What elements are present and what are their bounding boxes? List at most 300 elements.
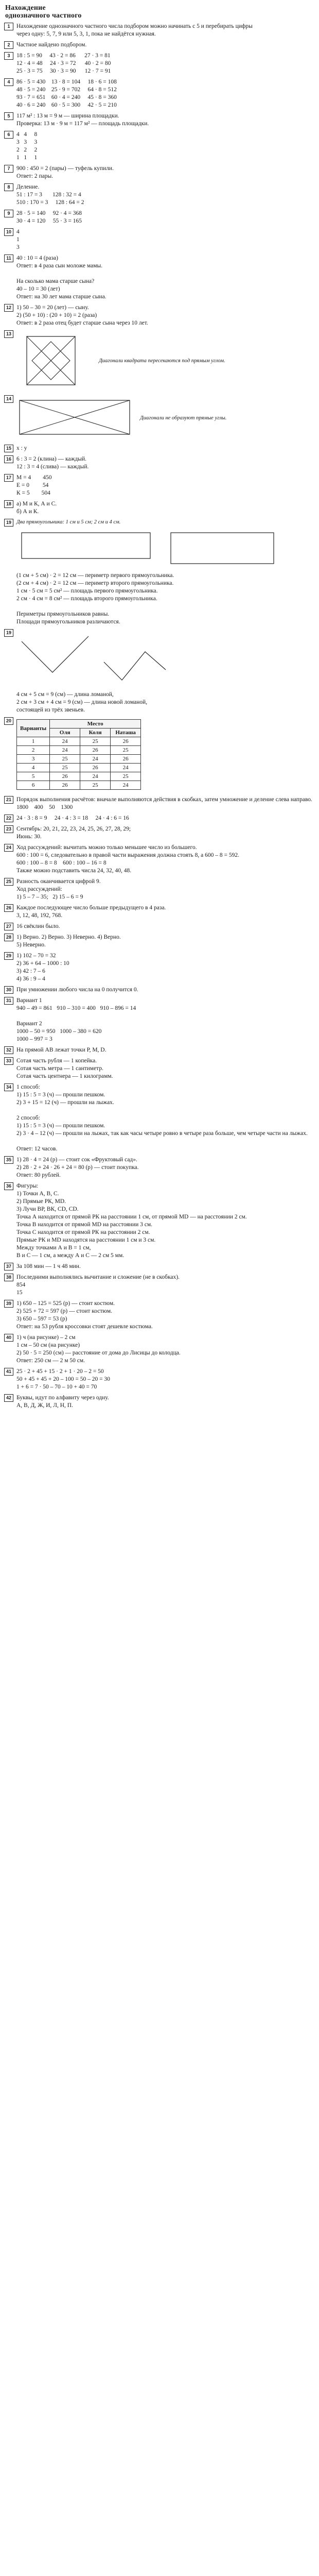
- table-row: [17, 746, 141, 755]
- text-line: Вариант 1: [16, 997, 42, 1004]
- problem-item: [4, 629, 315, 714]
- text-line: Ответ: на 53 рубля кроссовки стоят дешевле костюма.: [16, 1324, 153, 1330]
- text-line: 1) 650 – 125 = 525 (р) — стоит костюм.: [16, 1300, 115, 1307]
- problem-number-badge: 41: [4, 1368, 13, 1376]
- problem-figure: [16, 332, 315, 389]
- problem-number-badge: 15: [4, 445, 13, 452]
- problem-item: [4, 131, 315, 162]
- text-line: 50 + 45 + 45 + 20 – 100 = 50 – 20 = 30: [16, 1376, 110, 1382]
- problem-item: [4, 904, 315, 920]
- problem-number-badge: 6: [4, 131, 13, 139]
- text-line: а) М и К, А и С.: [16, 501, 57, 507]
- problem-body: [16, 844, 315, 875]
- problem-number-badge: 16: [4, 455, 13, 463]
- title-line: однозначного частного: [5, 12, 82, 20]
- problem-body: [16, 904, 315, 920]
- text-line: 3 3 3: [16, 139, 38, 145]
- table-header-cell: Коля: [80, 728, 111, 737]
- problem-figure: [16, 528, 315, 569]
- problem-body: [16, 1083, 315, 1153]
- page-title: [0, 0, 319, 20]
- text-line: 24 · 3 : 8 = 9 24 · 4 : 3 = 18 24 · 4 : 6 = 16: [16, 815, 129, 821]
- problem-item: [4, 474, 315, 497]
- problem-number-badge: 33: [4, 1057, 13, 1065]
- text-line: 15: [16, 1290, 23, 1296]
- text-line: М = 4 450: [16, 474, 52, 481]
- problem-item: [4, 1368, 315, 1391]
- text-line: 1 см – 50 см (на рисунке): [16, 1342, 80, 1348]
- text-line: При умножении любого числа на 0 получится 0.: [16, 987, 138, 993]
- problem-item: [4, 934, 315, 949]
- text-line: 1 способ:: [16, 1084, 40, 1090]
- text-line: Частное найдено подбором.: [16, 42, 87, 48]
- problem-number-badge: 17: [4, 474, 13, 482]
- problem-item: [4, 500, 315, 516]
- problem-body: [16, 986, 315, 994]
- text-line: 30 · 4 = 120 55 · 3 = 165: [16, 218, 82, 224]
- problem-figure: [16, 631, 315, 688]
- text-line: 940 – 49 = 861 910 – 310 = 400 910 – 896 = 14: [16, 1005, 136, 1011]
- text-line: В и С — 1 см, а между А и С — 2 см 5 мм.: [16, 1252, 125, 1259]
- text-line: Ответ: на 30 лет мама старше сына.: [16, 294, 107, 300]
- problem-body: [16, 878, 315, 901]
- text-line: 2 см · 4 см = 8 см² — площадь второго прямоугольника.: [16, 596, 157, 602]
- text-line: 4: [16, 229, 20, 235]
- text-line: Сотая часть метра — 1 сантиметр.: [16, 1065, 103, 1072]
- problem-item: [4, 210, 315, 225]
- text-line: 93 · 7 = 651 60 · 4 = 240 45 · 8 = 360: [16, 94, 117, 100]
- problem-item: [4, 1263, 315, 1270]
- text-line: Периметры прямоугольников равны.: [16, 611, 110, 617]
- problem-number-badge: 23: [4, 825, 13, 833]
- two-rectangles-figure: [16, 528, 305, 569]
- text-line: 1 см · 5 см = 5 см² — площадь первого прямоугольника.: [16, 588, 158, 594]
- polyline-3-links: [104, 652, 166, 680]
- table-cell: 25: [50, 755, 80, 764]
- text-line: через одну: 5, 7, 9 или 5, 3, 1, пока не найдётся нужная.: [16, 31, 156, 37]
- problem-number-badge: 24: [4, 844, 13, 852]
- text-line: Ответ: 250 см — 2 м 50 см.: [16, 1358, 85, 1364]
- text-line: 86 · 5 = 430 13 · 8 = 104 18 · 6 = 108: [16, 79, 117, 85]
- text-line: Буквы, идут по алфавиту через одну.: [16, 1395, 109, 1401]
- problem-number-badge: 9: [4, 210, 13, 217]
- problem-body: [16, 1046, 315, 1054]
- problem-number-badge: 3: [4, 52, 13, 60]
- text-line: состоящей из трёх звеньев.: [16, 707, 85, 713]
- problem-item: [4, 1300, 315, 1331]
- text-line: Разность оканчивается цифрой 9.: [16, 878, 101, 885]
- problem-body: [16, 395, 315, 442]
- text-line: 40 : 10 = 4 (раза): [16, 255, 58, 261]
- problem-number-badge: 39: [4, 1300, 13, 1308]
- table-row: [17, 772, 141, 781]
- problem-figure: [16, 397, 315, 438]
- text-line: 600 : 100 – 8 = 8 600 : 100 – 16 = 8: [16, 860, 107, 866]
- text-line: 1) 50 – 30 = 20 (лет) — сыну.: [16, 304, 89, 311]
- problem-item: [4, 165, 315, 180]
- problem-body: [16, 1368, 315, 1391]
- text-line: [16, 603, 315, 611]
- problem-body: [16, 228, 315, 251]
- text-line: 1) Точки А, В, С.: [16, 1191, 59, 1197]
- text-line: 1) 28 · 4 = 24 (р) — стоит сок «Фруктовый сад».: [16, 1157, 137, 1163]
- text-line: 3, 12, 48, 192, 768.: [16, 912, 63, 919]
- problem-item: [4, 717, 315, 793]
- text-line: 2) (50 + 10) : (20 + 10) = 2 (раза): [16, 312, 97, 318]
- text-line: 3: [16, 244, 20, 250]
- text-line: 25 · 3 = 75 30 · 3 = 90 12 · 7 = 91: [16, 68, 111, 74]
- text-line: 854: [16, 1282, 26, 1288]
- problem-number-badge: 7: [4, 165, 13, 173]
- problem-body: [16, 500, 315, 516]
- text-line: 1) 102 – 70 = 32: [16, 953, 56, 959]
- problem-number-badge: 38: [4, 1274, 13, 1281]
- text-line: 2) 3 · 4 – 12 (ч) — прошли на лыжах, так как часы четыре ровно в четыре раза больше, чем четыре части на лыжах.: [16, 1130, 308, 1137]
- problem-number-badge: 31: [4, 997, 13, 1005]
- problem-number-badge: 30: [4, 986, 13, 994]
- table-cell: 24: [80, 755, 111, 764]
- problem-body: [16, 165, 315, 180]
- problem-item: [4, 78, 315, 109]
- figure-caption: [140, 415, 226, 421]
- problem-body: [16, 330, 315, 392]
- text-line: 3) Лучи ВР, ВК, СD, СD.: [16, 1206, 79, 1212]
- rectangle-1x5: [22, 533, 150, 558]
- text-line: 1800 400 50 1300: [16, 804, 73, 810]
- rectangle-2x4: [171, 533, 274, 564]
- text-line: [16, 1012, 315, 1020]
- figure-caption: [16, 519, 315, 526]
- text-line: Проверка: 13 м · 9 м = 117 м² — площадь площадки.: [16, 121, 149, 127]
- text-line: На сколько мама старше сына?: [16, 278, 95, 284]
- problem-number-badge: 19: [4, 519, 13, 527]
- table-cell: 26: [80, 764, 111, 772]
- square-diagonals-figure: [16, 332, 94, 389]
- text-line: Деление.: [16, 184, 40, 190]
- text-line: Точка С находится от прямой РК на расстоянии 2 см.: [16, 1229, 150, 1235]
- problem-body: [16, 131, 315, 162]
- text-line: 6 : 3 = 2 (клина) — каждый.: [16, 456, 87, 462]
- text-line: 2) 28 · 2 + 24 · 26 + 24 = 80 (р) — стоит покупка.: [16, 1164, 139, 1171]
- text-line: 900 : 450 = 2 (пары) — туфель купили.: [16, 165, 114, 172]
- problem-item: [4, 23, 315, 38]
- text-line: 2) 3 + 15 = 12 (ч) — прошли на лыжах.: [16, 1099, 114, 1106]
- table-row: [17, 764, 141, 772]
- problem-item: [4, 255, 315, 301]
- text-line: На прямой АВ лежат точки Р, М, D.: [16, 1047, 107, 1053]
- table-cell: 26: [50, 781, 80, 790]
- problem-number-badge: 11: [4, 255, 13, 262]
- problem-item: [4, 330, 315, 392]
- problem-body: [16, 474, 315, 497]
- text-line: 12 · 4 = 48 24 · 3 = 72 40 · 2 = 80: [16, 60, 111, 66]
- text-line: 1000 – 997 = 3: [16, 1036, 52, 1042]
- figure-caption: [99, 358, 225, 364]
- text-line: (2 см + 4 см) · 2 = 12 см — периметр второго прямоугольника.: [16, 580, 174, 586]
- problem-number-badge: 8: [4, 183, 13, 191]
- problem-number-badge: 10: [4, 228, 13, 236]
- text-line: 2) 50 · 5 = 250 (см) — расстояние от дома до Лисицы до колодца.: [16, 1350, 181, 1356]
- problem-body: [16, 78, 315, 109]
- text-line: 1) 15 : 5 = 3 (ч) — прошли пешком.: [16, 1092, 105, 1098]
- table-cell: 5: [17, 772, 50, 781]
- problem-number-badge: 28: [4, 934, 13, 941]
- problem-body: [16, 519, 315, 626]
- text-line: 1) Верно. 2) Верно. 3) Неверно. 4) Верно.: [16, 934, 121, 940]
- problem-body: [16, 923, 315, 930]
- text-line: Ответ: 80 рублей.: [16, 1172, 61, 1178]
- text-line: К = 5 504: [16, 490, 50, 496]
- text-line: 40 · 6 = 240 60 · 5 = 300 42 · 5 = 210: [16, 102, 117, 108]
- problem-item: [4, 825, 315, 841]
- table-cell: 2: [17, 746, 50, 755]
- polyline-figure: [16, 631, 171, 688]
- problem-item: [4, 1156, 315, 1179]
- text-line: Диагонали квадрата пересекаются под прямым углом.: [99, 358, 225, 364]
- problem-item: [4, 52, 315, 75]
- text-line: 51 : 17 = 3 128 : 32 = 4: [16, 192, 81, 198]
- text-line: Е = 0 54: [16, 482, 49, 488]
- problem-body: [16, 717, 315, 793]
- problem-number-badge: 22: [4, 815, 13, 822]
- problem-number-badge: 42: [4, 1394, 13, 1402]
- problem-body: [16, 815, 315, 822]
- text-line: 1) 5 – 7 – 35; 2) 15 – 6 = 9: [16, 894, 83, 900]
- problem-item: [4, 1083, 315, 1153]
- problem-number-badge: 1: [4, 23, 13, 30]
- text-line: 1000 – 50 = 950 1000 – 380 = 620: [16, 1028, 102, 1035]
- text-line: Ответ: 12 часов.: [16, 1146, 58, 1152]
- text-line: 2) Прямые РК, МD.: [16, 1198, 66, 1205]
- table-cell: 24: [50, 737, 80, 746]
- text-line: [16, 1107, 315, 1114]
- problem-body: [16, 1057, 315, 1080]
- table-cell: 24: [50, 746, 80, 755]
- problem-number-badge: 5: [4, 112, 13, 120]
- text-line: 48 · 5 = 240 25 · 9 = 702 64 · 8 = 512: [16, 87, 117, 93]
- problem-item: [4, 519, 315, 626]
- problem-body: [16, 1300, 315, 1331]
- problem-item: [4, 952, 315, 983]
- problem-body: [16, 112, 315, 128]
- problem-number-badge: 4: [4, 78, 13, 86]
- problem-body: [16, 934, 315, 949]
- table-cell: 25: [111, 746, 141, 755]
- problem-number-badge: 20: [4, 717, 13, 725]
- problem-number-badge: 40: [4, 1334, 13, 1342]
- problem-item: [4, 455, 315, 471]
- problem-item: [4, 183, 315, 207]
- text-line: 12 : 3 = 4 (слива) — каждый.: [16, 464, 89, 470]
- problem-body: [16, 1274, 315, 1297]
- text-line: 4) 36 : 9 – 4: [16, 976, 45, 982]
- text-line: Сентябрь: 20, 21, 22, 23, 24, 25, 26, 27, 28, 29;: [16, 826, 131, 832]
- text-line: 1 + 6 = 7 · 50 – 70 – 10 + 40 = 70: [16, 1384, 97, 1390]
- text-line: 3) 650 – 597 = 53 (р): [16, 1316, 67, 1322]
- table-row: [17, 737, 141, 746]
- table-cell: 24: [111, 764, 141, 772]
- problem-item: [4, 986, 315, 994]
- text-line: 2) 525 + 72 = 597 (р) — стоит костюм.: [16, 1308, 113, 1314]
- text-line: Сотая часть рубля — 1 копейка.: [16, 1058, 97, 1064]
- text-line: 2 см + 3 см + 4 см = 9 (см) — длина новой ломаной,: [16, 699, 148, 705]
- text-line: 117 м² : 13 м = 9 м — ширина площадки.: [16, 113, 119, 119]
- problem-number-badge: 37: [4, 1263, 13, 1270]
- problem-item: [4, 112, 315, 128]
- problem-number-badge: 25: [4, 878, 13, 886]
- problem-number-badge: 35: [4, 1156, 13, 1164]
- problem-number-badge: 29: [4, 952, 13, 960]
- problem-item: [4, 304, 315, 327]
- text-line: 600 : 100 = 6, следовательно в правой части выражения должна стоять 8, а 600 – 8 = 592.: [16, 852, 239, 858]
- problem-body: [16, 1394, 315, 1410]
- problem-list: [0, 20, 319, 1410]
- text-line: 28 · 5 = 140 92 · 4 = 368: [16, 210, 82, 216]
- table-cell: 6: [17, 781, 50, 790]
- problem-item: [4, 815, 315, 822]
- problem-item: [4, 1182, 315, 1260]
- text-line: 510 : 170 = 3 128 : 64 = 2: [16, 199, 84, 206]
- text-line: 2) 36 + 64 – 1000 : 10: [16, 960, 69, 967]
- table-cell: 25: [111, 772, 141, 781]
- table-header-cell: Варианты: [17, 720, 50, 737]
- text-line: 1 1 1: [16, 155, 38, 161]
- text-line: [16, 270, 315, 278]
- polyline-2-links: [22, 636, 88, 672]
- problem-item: [4, 796, 315, 811]
- table-cell: 26: [50, 772, 80, 781]
- problem-body: [16, 1182, 315, 1260]
- problem-number-badge: 12: [4, 304, 13, 312]
- problem-number-badge: 2: [4, 41, 13, 49]
- problem-item: [4, 395, 315, 442]
- text-line: 18 : 5 = 90 43 · 2 = 86 27 · 3 = 81: [16, 53, 111, 59]
- table-cell: 1: [17, 737, 50, 746]
- problem-item: [4, 844, 315, 875]
- problem-item: [4, 1274, 315, 1297]
- text-line: 40 – 10 = 30 (лет): [16, 286, 60, 292]
- text-line: 3) 42 : 7 – 6: [16, 968, 45, 974]
- text-line: 1) ч (на рисунке) – 2 см: [16, 1334, 76, 1341]
- text-line: Площади прямоугольников различаются.: [16, 619, 120, 625]
- rectangle-diagonals-figure: [16, 397, 135, 438]
- problem-body: [16, 1263, 315, 1270]
- table-header-cell: Наташа: [111, 728, 141, 737]
- table-header-cell: Место: [50, 720, 141, 728]
- problem-body: [16, 304, 315, 327]
- text-line: А, В, Д, Ж, И, Л, Н, П.: [16, 1402, 73, 1409]
- text-line: Фигуры:: [16, 1183, 39, 1189]
- problem-item: [4, 41, 315, 49]
- text-line: 1) 15 : 5 = 3 (ч) — прошли пешком.: [16, 1123, 105, 1129]
- problem-body: [16, 41, 315, 49]
- text-line: За 108 мин — 1 ч 48 мин.: [16, 1263, 81, 1269]
- text-line: Вариант 2: [16, 1021, 42, 1027]
- table-cell: 26: [80, 746, 111, 755]
- problem-body: [16, 23, 315, 38]
- text-line: 4 4 8: [16, 131, 38, 138]
- problem-number-badge: 27: [4, 923, 13, 930]
- variants-table: [16, 719, 141, 790]
- problem-item: [4, 1057, 315, 1080]
- text-line: б) А и К.: [16, 509, 39, 515]
- text-line: Два прямоугольника: 1 см и 5 см; 2 см и 4 см.: [16, 519, 121, 525]
- text-line: Порядок выполнения расчётов: вначале выполняются действия в скобках, затем умножение и деление слева направо.: [16, 796, 312, 803]
- table-cell: 24: [111, 781, 141, 790]
- problem-number-badge: 32: [4, 1046, 13, 1054]
- text-line: Ответ: в 2 раза отец будет старше сына через 10 лет.: [16, 320, 148, 326]
- problem-number-badge: 19: [4, 629, 13, 637]
- table-cell: 26: [111, 755, 141, 764]
- problem-body: [16, 183, 315, 207]
- table-cell: 3: [17, 755, 50, 764]
- problem-number-badge: 14: [4, 395, 13, 403]
- text-line: 4 см + 5 см = 9 (см) — длина ломаной,: [16, 691, 114, 698]
- text-line: Прямые РК и МD находятся на расстоянии 1 см и 3 см.: [16, 1237, 156, 1243]
- table-cell: 26: [111, 737, 141, 746]
- text-line: 5) Неверно.: [16, 942, 46, 948]
- text-line: 25 · 2 + 45 + 15 · 2 + 1 · 20 – 2 = 50: [16, 1368, 104, 1375]
- table-cell: 25: [80, 737, 111, 746]
- table-cell: 24: [80, 772, 111, 781]
- text-line: Сотая часть центнера — 1 килограмм.: [16, 1073, 113, 1079]
- problem-body: [16, 825, 315, 841]
- table-cell: 4: [17, 764, 50, 772]
- problem-item: [4, 923, 315, 930]
- problem-body: [16, 210, 315, 225]
- problem-body: [16, 455, 315, 471]
- problem-item: [4, 228, 315, 251]
- problem-item: [4, 1046, 315, 1054]
- text-line: Июнь: 30.: [16, 834, 42, 840]
- problem-body: [16, 997, 315, 1043]
- text-line: Ход рассуждений: вычитать можно только меньшее число из большего.: [16, 844, 197, 851]
- problem-number-badge: 18: [4, 500, 13, 508]
- table-header-cell: Оля: [50, 728, 80, 737]
- problem-item: [4, 997, 315, 1043]
- table-row: [17, 755, 141, 764]
- problem-body: [16, 952, 315, 983]
- problem-body: [16, 1334, 315, 1365]
- table-cell: 25: [50, 764, 80, 772]
- text-line: Нахождение однозначного частного числа подбором можно начинать с 5 и перебирать цифры: [16, 23, 253, 29]
- table-row: [17, 781, 141, 790]
- text-line: Ответ: в 4 раза сын моложе мамы.: [16, 263, 103, 269]
- text-line: Между точками А и В = 1 см,: [16, 1245, 91, 1251]
- text-line: Каждое последующее число больше предыдущего в 4 раза.: [16, 905, 166, 911]
- text-line: Точка А находится от прямой РК на расстоянии 1 см, от прямой МD — на расстоянии 2 см.: [16, 1214, 247, 1220]
- title-line: Нахождение: [5, 4, 46, 12]
- text-line: [16, 1138, 315, 1145]
- problem-item: [4, 1334, 315, 1365]
- text-line: Ход рассуждений:: [16, 886, 62, 892]
- text-line: (1 см + 5 см) · 2 = 12 см — периметр первого прямоугольника.: [16, 572, 174, 579]
- text-line: 2 способ:: [16, 1115, 40, 1121]
- problem-number-badge: 34: [4, 1083, 13, 1091]
- problem-body: [16, 796, 315, 811]
- problem-number-badge: 36: [4, 1182, 13, 1190]
- text-line: 2 2 2: [16, 147, 38, 153]
- problem-item: [4, 878, 315, 901]
- text-line: 16 свёклин было.: [16, 923, 60, 929]
- text-line: Последними выполнялись вычитание и сложение (не в скобках).: [16, 1274, 180, 1280]
- problem-number-badge: 13: [4, 330, 13, 338]
- text-line: Также можно подставить числа 24, 32, 40, 48.: [16, 868, 132, 874]
- problem-number-badge: 21: [4, 796, 13, 804]
- problem-item: [4, 1394, 315, 1410]
- problem-body: [16, 1156, 315, 1179]
- text-line: х : у: [16, 445, 27, 451]
